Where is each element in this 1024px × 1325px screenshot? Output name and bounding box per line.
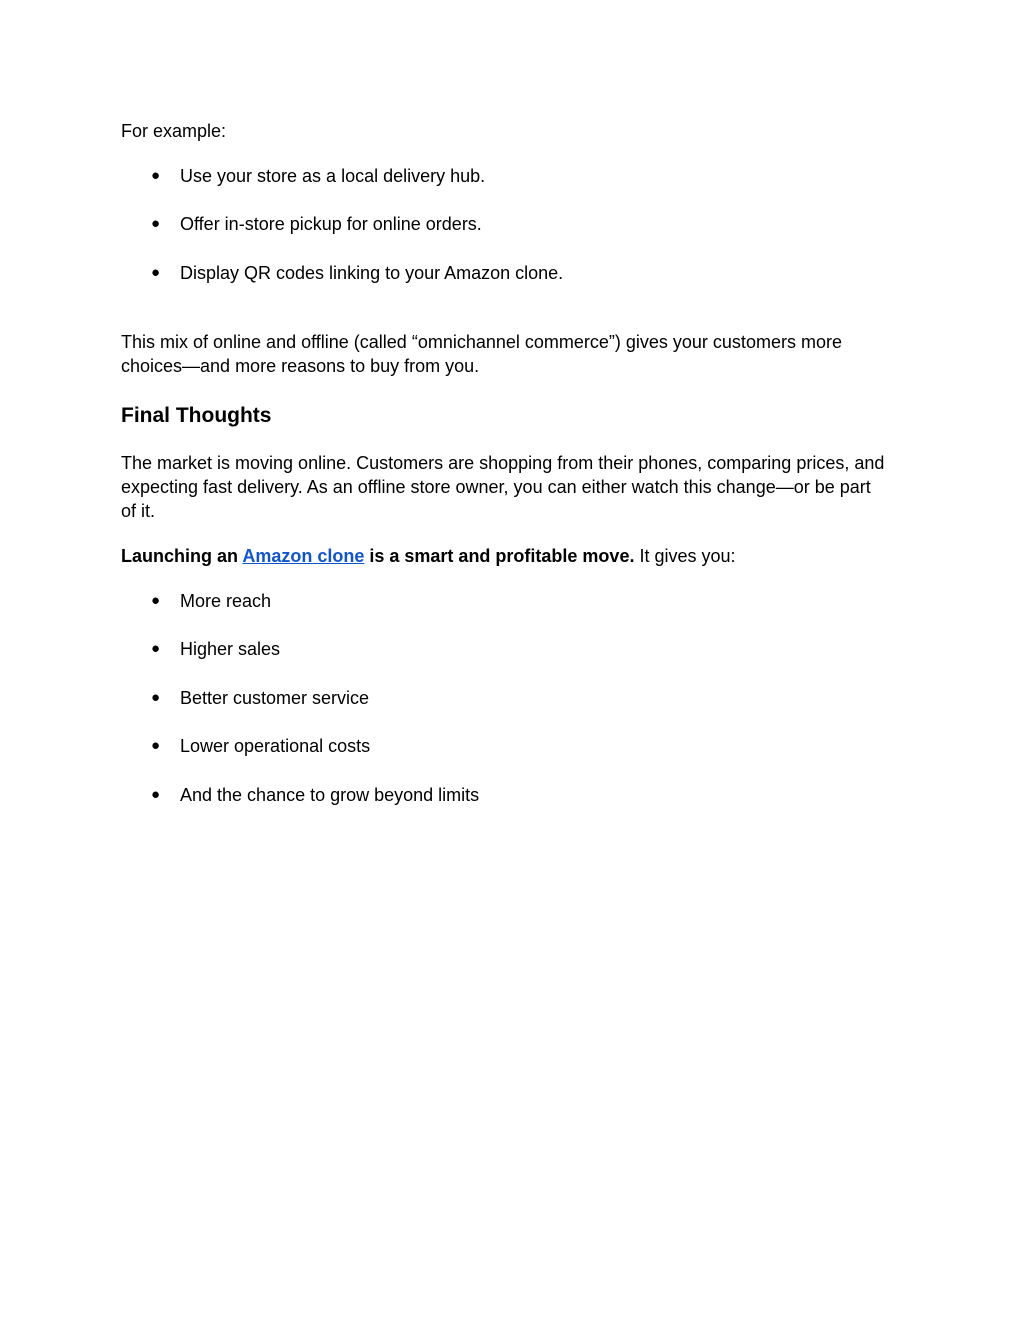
market-paragraph-line-3: of it. xyxy=(121,501,156,521)
bullet-icon: ● xyxy=(151,786,161,803)
bullet-icon: ● xyxy=(151,640,161,657)
intro-lead: For example: xyxy=(121,121,227,141)
list-item-text: Lower operational costs xyxy=(180,736,371,756)
list-item-text: Display QR codes linking to your Amazon clone. xyxy=(180,263,564,283)
bullet-icon: ● xyxy=(151,167,161,184)
launch-rest: It gives you: xyxy=(634,546,736,566)
list-item-text: And the chance to grow beyond limits xyxy=(180,785,480,805)
list-item-text: Use your store as a local delivery hub. xyxy=(180,166,486,186)
bullet-icon: ● xyxy=(151,689,161,706)
launch-bold-end: is a smart and profitable move. xyxy=(364,546,635,566)
bullet-icon: ● xyxy=(151,592,161,609)
section-heading: Final Thoughts xyxy=(121,404,272,427)
launch-paragraph xyxy=(121,544,736,568)
list-item-text: Offer in-store pickup for online orders. xyxy=(180,214,482,234)
list-item-text: More reach xyxy=(180,591,272,611)
omnichannel-paragraph-line-2: choices—and more reasons to buy from you. xyxy=(121,356,480,376)
market-paragraph-line-1: The market is moving online. Customers are shopping from their phones, comparing prices, and xyxy=(121,453,885,473)
list-item-text: Higher sales xyxy=(180,639,281,659)
amazon-clone-link[interactable]: Amazon clone xyxy=(242,546,365,566)
omnichannel-paragraph-line-1: This mix of online and offline (called “omnichannel commerce”) gives your customers more xyxy=(121,332,842,352)
bullet-icon: ● xyxy=(151,737,161,754)
bullet-icon: ● xyxy=(151,215,161,232)
bullet-icon: ● xyxy=(151,264,161,281)
list-item-text: Better customer service xyxy=(180,688,370,708)
launch-bold-start: Launching an xyxy=(121,546,243,566)
market-paragraph-line-2: expecting fast delivery. As an offline store owner, you can either watch this change—or be part xyxy=(121,477,871,497)
